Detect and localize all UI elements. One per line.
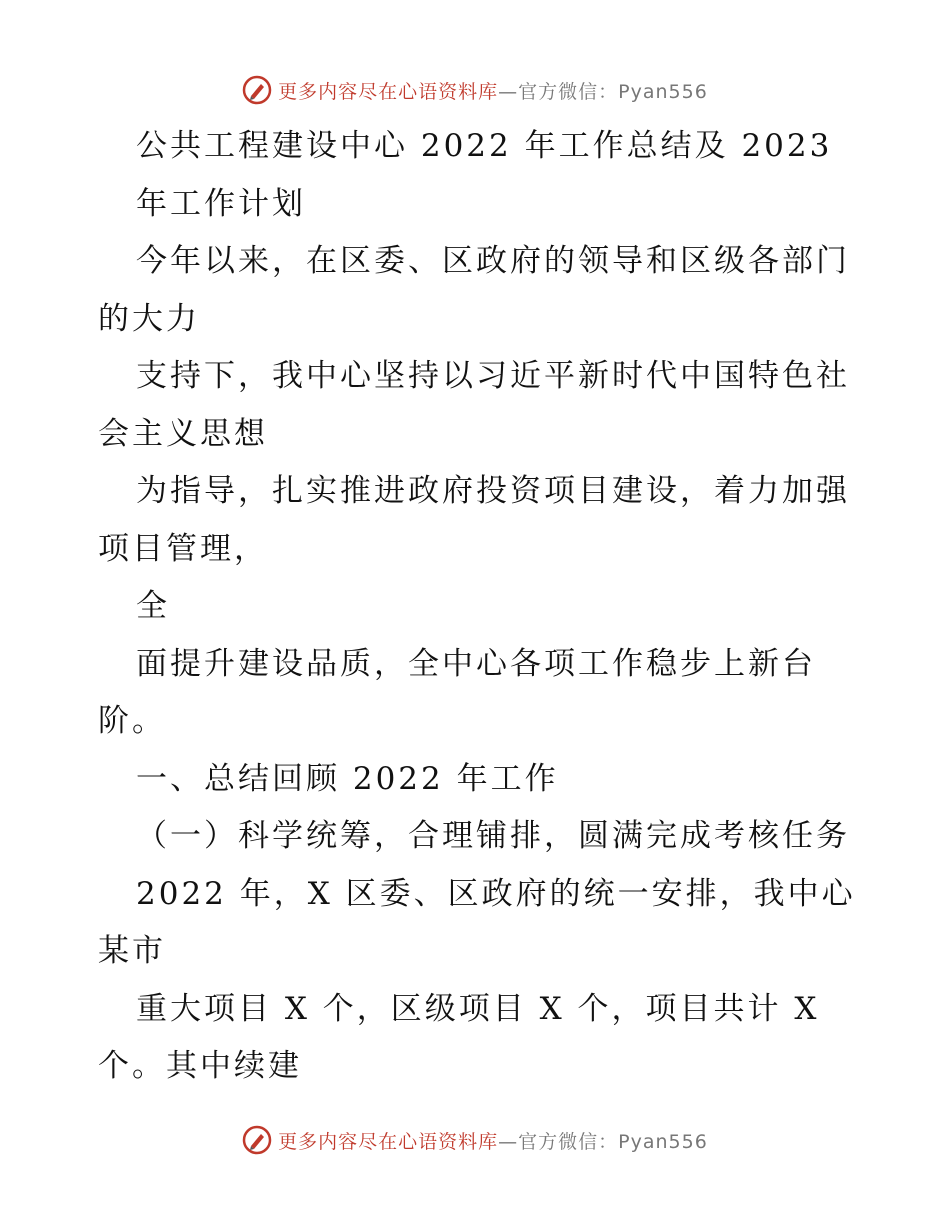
pen-circle-logo-icon bbox=[242, 75, 272, 105]
doc-line: 公共工程建设中心 2022 年工作总结及 2023 bbox=[136, 128, 833, 164]
watermark-text bbox=[278, 1127, 708, 1154]
doc-line: 的大力 bbox=[98, 300, 200, 337]
watermark-contact: —官方微信：Pyan556 bbox=[498, 80, 708, 103]
watermark-banner-bottom bbox=[0, 1120, 950, 1160]
doc-line: 个。其中续建 bbox=[98, 1048, 302, 1084]
section-heading: 一、总结回顾 2022 年工作 bbox=[136, 760, 559, 797]
doc-line: 会主义思想 bbox=[98, 415, 268, 452]
watermark-brand: 更多内容尽在心语资料库 bbox=[278, 80, 499, 103]
document-body bbox=[98, 118, 858, 1096]
doc-line: 阶。 bbox=[98, 703, 166, 739]
doc-line: 2022 年，X 区委、区政府的统一安排，我中心 bbox=[136, 875, 856, 912]
pen-circle-logo-icon bbox=[242, 1125, 272, 1155]
doc-line: 为指导，扎实推进政府投资项目建设，着力加强 bbox=[136, 473, 850, 509]
subsection-heading: （一）科学统筹，合理铺排，圆满完成考核任务 bbox=[136, 818, 850, 854]
doc-line: 今年以来，在区委、区政府的领导和区级各部门 bbox=[136, 243, 850, 279]
doc-line: 全 bbox=[136, 588, 170, 624]
doc-line: 项目管理， bbox=[98, 530, 268, 567]
doc-line: 支持下，我中心坚持以习近平新时代中国特色社 bbox=[136, 358, 850, 394]
doc-line: 重大项目 X 个，区级项目 X 个，项目共计 X bbox=[136, 990, 820, 1027]
doc-line: 某市 bbox=[98, 933, 166, 969]
watermark-brand: 更多内容尽在心语资料库 bbox=[278, 1130, 499, 1153]
watermark-text bbox=[278, 77, 708, 104]
watermark-banner-top bbox=[0, 70, 950, 110]
doc-line: 面提升建设品质，全中心各项工作稳步上新台 bbox=[136, 645, 816, 682]
doc-line: 年工作计划 bbox=[136, 185, 306, 222]
watermark-contact: —官方微信：Pyan556 bbox=[498, 1130, 708, 1153]
